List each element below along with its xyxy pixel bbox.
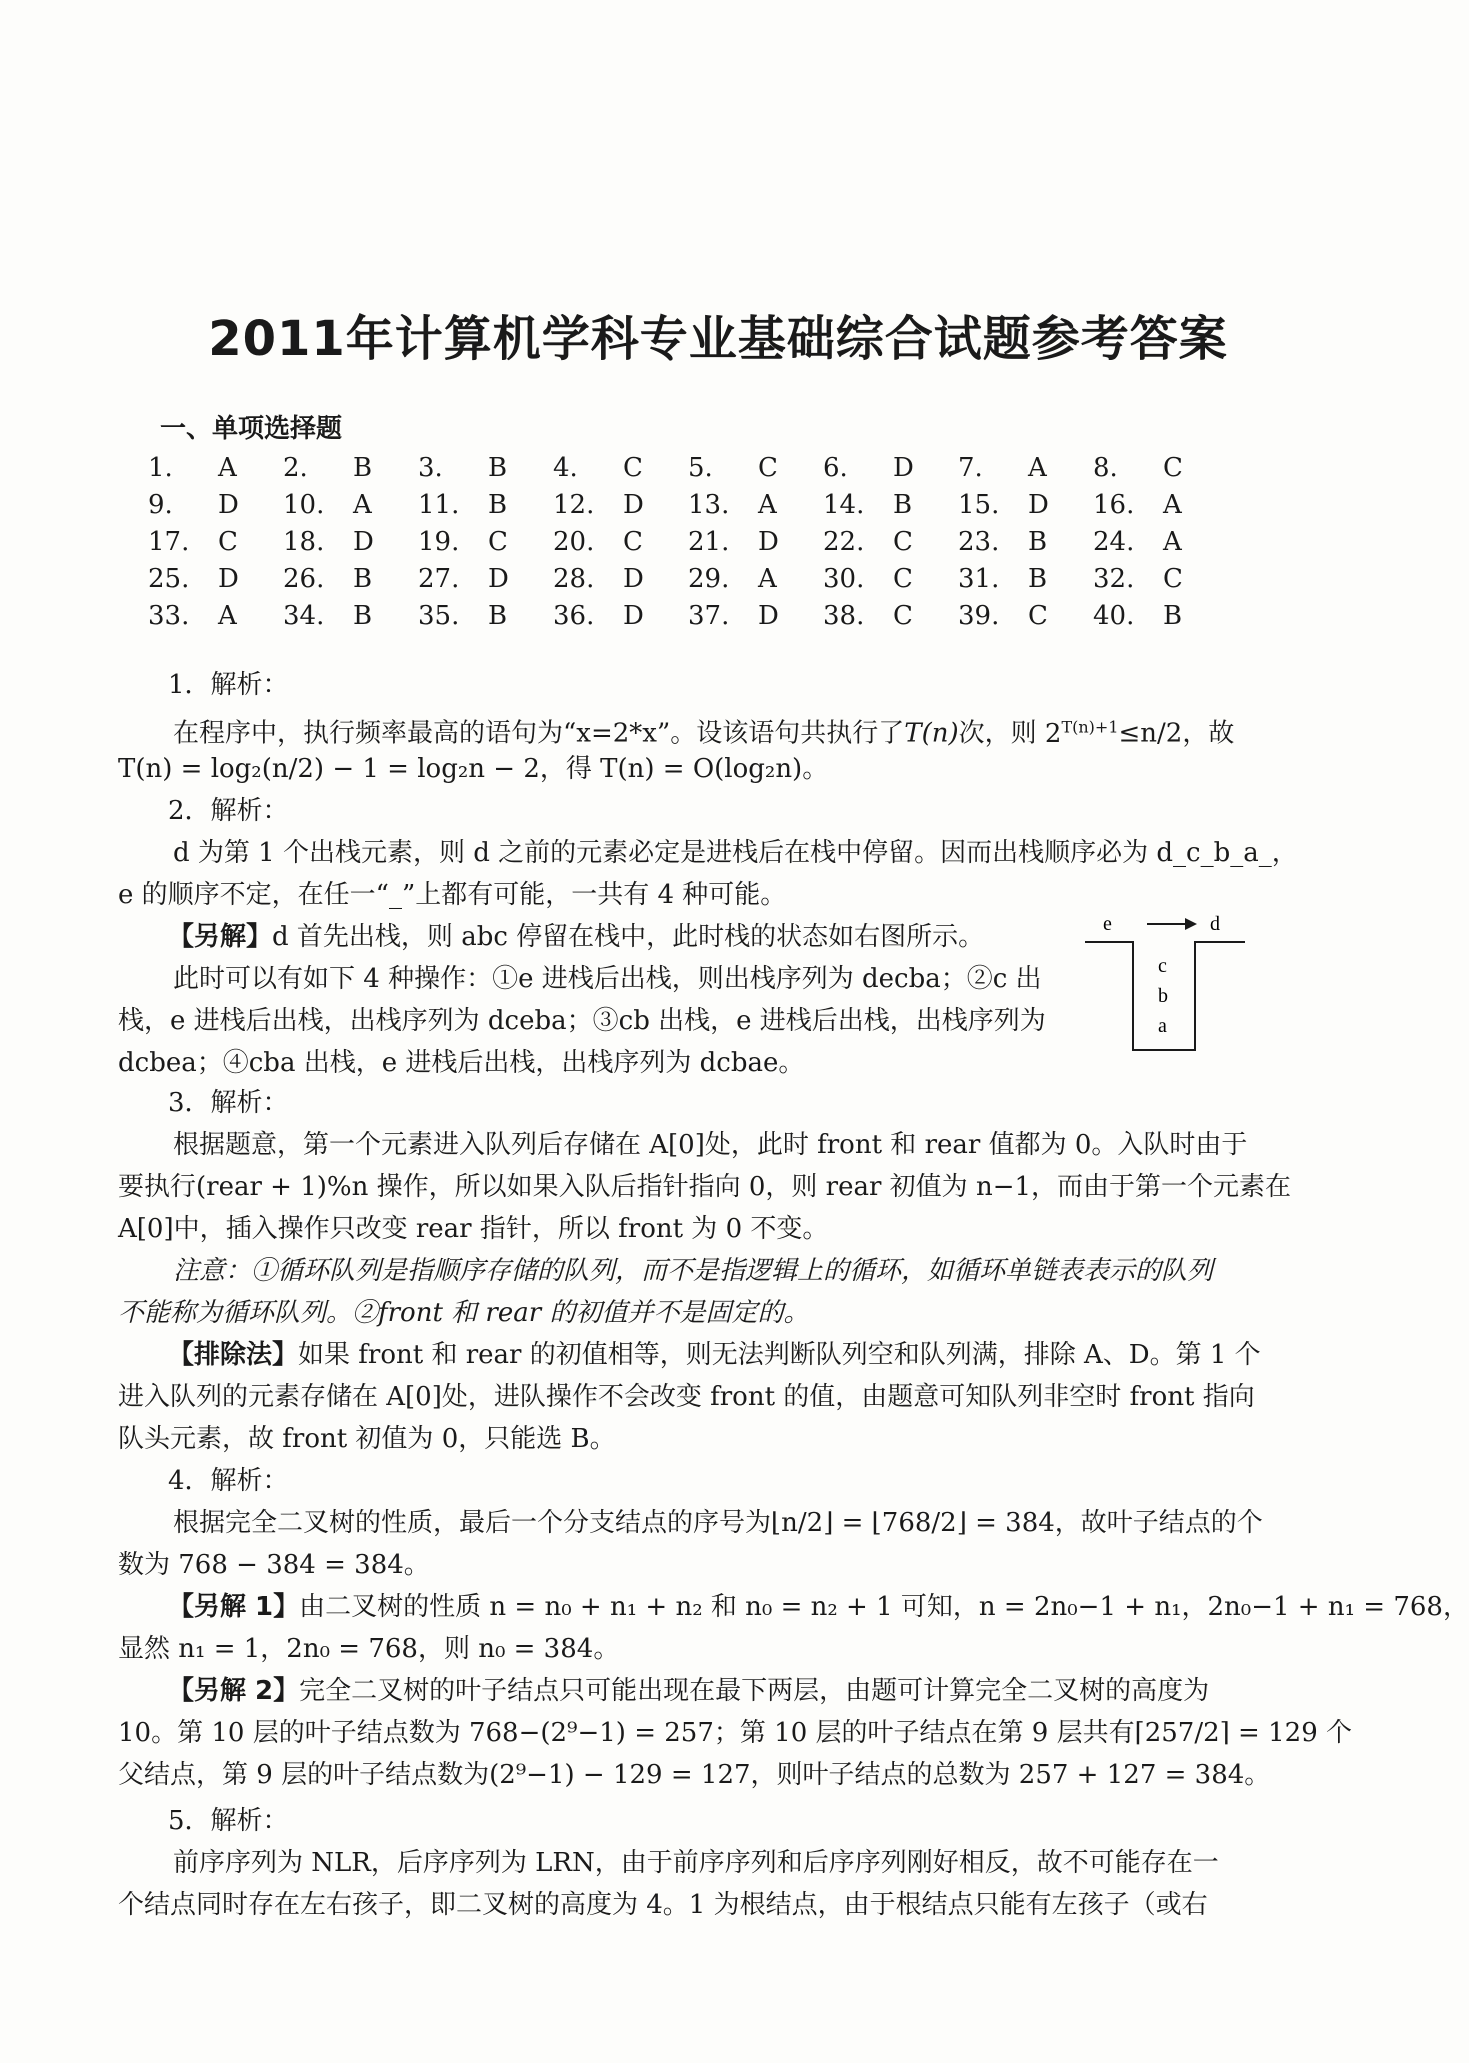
answer-letter: D xyxy=(758,600,779,631)
answer-item xyxy=(553,563,688,594)
q3-line-7: 进入队列的元素存储在 A[0]处，进队操作不会改变 front 的值，由题意可知队列非空时 front 指向 xyxy=(118,1382,1255,1412)
answer-item xyxy=(823,526,958,557)
answer-number: 17. xyxy=(148,526,190,557)
answer-letter: A xyxy=(1163,526,1182,557)
answer-number: 20. xyxy=(553,526,595,557)
q3-note-2: 不能称为循环队列。②front 和 rear 的初值并不是固定的。 xyxy=(118,1298,810,1328)
answer-number: 39. xyxy=(958,600,1000,631)
q1-power xyxy=(1045,719,1119,749)
answer-item xyxy=(283,526,418,557)
answer-letter: C xyxy=(623,526,643,557)
answer-letter: D xyxy=(623,600,644,631)
answer-item xyxy=(148,563,283,594)
answer-number: 33. xyxy=(148,600,190,631)
answer-item xyxy=(823,563,958,594)
answer-item xyxy=(553,452,688,483)
answer-grid xyxy=(148,452,1228,631)
answer-number: 8. xyxy=(1093,452,1118,483)
answer-letter: C xyxy=(623,452,643,483)
answer-letter: D xyxy=(893,452,914,483)
answer-letter: D xyxy=(218,563,239,594)
answer-item xyxy=(553,600,688,631)
answer-letter: C xyxy=(893,526,913,557)
answer-item xyxy=(823,452,958,483)
answer-item xyxy=(958,489,1093,520)
q5-heading: 5．解析： xyxy=(168,1806,289,1836)
q1-heading: 1．解析： xyxy=(168,670,289,700)
answer-number: 23. xyxy=(958,526,1000,557)
answer-letter: C xyxy=(893,600,913,631)
answer-item xyxy=(553,489,688,520)
answer-number: 40. xyxy=(1093,600,1135,631)
answer-letter: A xyxy=(758,563,777,594)
answer-letter: B xyxy=(488,600,508,631)
q4-alt1-text: 由二叉树的性质 n = n₀ + n₁ + n₂ 和 n₀ = n₂ + 1 可知，n = 2n₀−1 + n₁，2n₀−1 + n₁ = 768， xyxy=(299,1592,1469,1622)
q1-power-base: 2 xyxy=(1044,718,1062,749)
answer-item xyxy=(283,489,418,520)
q2-alt-text: d 首先出栈，则 abc 停留在栈中，此时栈的状态如右图所示。 xyxy=(272,922,985,952)
answer-number: 34. xyxy=(283,600,325,631)
q4-alt1-label: 【另解 1】 xyxy=(168,1592,300,1622)
q1-text-c: ≤n/2，故 xyxy=(1118,718,1235,749)
answer-number: 14. xyxy=(823,489,865,520)
q5-explanation xyxy=(118,1800,1298,1926)
q3-heading: 3．解析： xyxy=(168,1088,289,1118)
answer-letter: B xyxy=(1028,526,1048,557)
answer-item xyxy=(418,489,553,520)
answer-number: 30. xyxy=(823,563,865,594)
answer-item xyxy=(688,489,823,520)
answer-item xyxy=(688,563,823,594)
q2-heading: 2．解析： xyxy=(168,796,289,826)
q1-text-a: 在程序中，执行频率最高的语句为“x=2*x”。设该语句共执行了 xyxy=(173,718,905,749)
answer-number: 28. xyxy=(553,563,595,594)
answer-letter: A xyxy=(218,600,237,631)
answer-number: 5. xyxy=(688,452,713,483)
stack-item-a: a xyxy=(1158,1015,1167,1037)
answer-item xyxy=(958,563,1093,594)
stack-item-c: c xyxy=(1158,955,1167,977)
q3-explanation xyxy=(118,1082,1298,1460)
answer-item xyxy=(418,452,553,483)
q3-line-8: 队头元素，故 front 初值为 0，只能选 B。 xyxy=(118,1424,616,1454)
q1-text-b: 次，则 xyxy=(958,718,1037,749)
answer-item xyxy=(823,600,958,631)
q4-line-7: 父结点，第 9 层的叶子结点数为(2⁹−1) − 129 = 127，则叶子结点的总数为 257 + 127 = 384。 xyxy=(118,1760,1271,1790)
answer-number: 27. xyxy=(418,563,460,594)
stack-diagram xyxy=(1085,912,1285,1062)
answer-item xyxy=(148,526,283,557)
answer-item xyxy=(553,526,688,557)
answer-item xyxy=(958,526,1093,557)
answer-number: 15. xyxy=(958,489,1000,520)
answer-letter: C xyxy=(758,452,778,483)
q2-line-1: d 为第 1 个出栈元素，则 d 之前的元素必定是进栈后在栈中停留。因而出栈顺序必为 d_c_b_a_， xyxy=(173,838,1298,868)
q4-line-1: 根据完全二叉树的性质，最后一个分支结点的序号为⌊n/2⌋ = ⌊768/2⌋ = 384，故叶子结点的个 xyxy=(173,1508,1263,1538)
answer-number: 22. xyxy=(823,526,865,557)
answer-letter: A xyxy=(1163,489,1182,520)
answer-number: 11. xyxy=(418,489,460,520)
q3-line-3: A[0]中，插入操作只改变 rear 指针，所以 front 为 0 不变。 xyxy=(118,1214,829,1244)
answer-number: 18. xyxy=(283,526,325,557)
answer-letter: C xyxy=(893,563,913,594)
answer-number: 7. xyxy=(958,452,983,483)
q4-line-4: 显然 n₁ = 1，2n₀ = 768，则 n₀ = 384。 xyxy=(118,1634,620,1664)
answer-letter: A xyxy=(353,489,372,520)
answer-number: 37. xyxy=(688,600,730,631)
answer-letter: B xyxy=(893,489,913,520)
answer-letter: B xyxy=(353,600,373,631)
answer-letter: A xyxy=(1028,452,1047,483)
answer-number: 6. xyxy=(823,452,848,483)
q2-alt-label: 【另解】 xyxy=(168,922,273,952)
answer-number: 16. xyxy=(1093,489,1135,520)
answer-number: 25. xyxy=(148,563,190,594)
answer-letter: D xyxy=(758,526,779,557)
answer-item xyxy=(688,452,823,483)
q1-line-2: T(n) = log₂(n/2) − 1 = log₂n − 2，得 T(n) = O(log₂n)。 xyxy=(118,754,829,784)
answer-item xyxy=(148,452,283,483)
answer-letter: C xyxy=(488,526,508,557)
answer-number: 10. xyxy=(283,489,325,520)
answer-letter: A xyxy=(758,489,777,520)
q2-line-5: 栈，e 进栈后出栈，出栈序列为 dceba；③cb 出栈，e 进栈后出栈，出栈序列为 xyxy=(118,1006,1046,1036)
stack-arrow-head xyxy=(1185,918,1197,930)
answer-item xyxy=(418,600,553,631)
answer-number: 24. xyxy=(1093,526,1135,557)
q3-line-2: 要执行(rear + 1)%n 操作，所以如果入队后指针指向 0，则 rear 初值为 n−1，而由于第一个元素在 xyxy=(118,1172,1292,1202)
answer-letter: B xyxy=(353,563,373,594)
answer-number: 32. xyxy=(1093,563,1135,594)
q2-line-4: 此时可以有如下 4 种操作：①e 进栈后出栈，则出栈序列为 decba；②c 出 xyxy=(173,964,1042,994)
stack-label-d: d xyxy=(1210,913,1220,935)
answer-number: 2. xyxy=(283,452,308,483)
q4-alt2-text: 完全二叉树的叶子结点只可能出现在最下两层，由题可计算完全二叉树的高度为 xyxy=(299,1676,1210,1706)
section-heading-single-choice: 一、单项选择题 xyxy=(160,414,343,444)
answer-letter: B xyxy=(353,452,373,483)
answer-item xyxy=(1093,600,1228,631)
answer-letter: C xyxy=(218,526,238,557)
answer-number: 21. xyxy=(688,526,730,557)
answer-letter: B xyxy=(1028,563,1048,594)
answer-item xyxy=(1093,563,1228,594)
q3-excl-label: 【排除法】 xyxy=(168,1340,299,1370)
answer-letter: D xyxy=(488,563,509,594)
answer-item xyxy=(1093,489,1228,520)
q2-line-2: e 的顺序不定，在任一“_”上都有可能，一共有 4 种可能。 xyxy=(118,880,787,910)
answer-item xyxy=(148,600,283,631)
q1-power-exp: T(n)+1 xyxy=(1061,717,1119,736)
answer-item xyxy=(418,526,553,557)
answer-number: 19. xyxy=(418,526,460,557)
answer-number: 4. xyxy=(553,452,578,483)
q4-line-6: 10。第 10 层的叶子结点数为 768−(2⁹−1) = 257；第 10 层的叶子结点在第 9 层共有⌈257/2⌉ = 129 个 xyxy=(118,1718,1352,1748)
answer-number: 13. xyxy=(688,489,730,520)
q2-line-6: dcbea；④cba 出栈，e 进栈后出栈，出栈序列为 dcbae。 xyxy=(118,1048,805,1078)
q3-excl-text: 如果 front 和 rear 的初值相等，则无法判断队列空和队列满，排除 A、D。第 1 个 xyxy=(298,1340,1261,1370)
answer-number: 36. xyxy=(553,600,595,631)
answer-item xyxy=(418,563,553,594)
answer-item xyxy=(688,600,823,631)
answer-letter: D xyxy=(623,563,644,594)
answer-letter: D xyxy=(1028,489,1049,520)
q3-line-1: 根据题意，第一个元素进入队列后存储在 A[0]处，此时 front 和 rear 值都为 0。入队时由于 xyxy=(173,1130,1248,1160)
answer-letter: B xyxy=(488,489,508,520)
answer-item xyxy=(283,563,418,594)
q1-tn: T(n) xyxy=(904,718,959,749)
answer-item xyxy=(958,452,1093,483)
q1-explanation xyxy=(118,664,1298,790)
answer-item xyxy=(823,489,958,520)
answer-letter: D xyxy=(353,526,374,557)
answer-item xyxy=(148,489,283,520)
q4-heading: 4．解析： xyxy=(168,1466,289,1496)
answer-letter: C xyxy=(1163,563,1183,594)
q4-line-3 xyxy=(118,1586,1469,1628)
answer-number: 38. xyxy=(823,600,865,631)
answer-item xyxy=(1093,452,1228,483)
q5-line-1: 前序序列为 NLR，后序序列为 LRN，由于前序序列和后序序列刚好相反，故不可能存在一 xyxy=(173,1848,1219,1878)
q4-explanation xyxy=(118,1460,1469,1796)
answer-letter: D xyxy=(218,489,239,520)
answer-letter: C xyxy=(1163,452,1183,483)
answer-item xyxy=(283,452,418,483)
answer-number: 9. xyxy=(148,489,173,520)
q4-line-2: 数为 768 − 384 = 384。 xyxy=(118,1550,430,1580)
answer-item xyxy=(283,600,418,631)
q3-line-6 xyxy=(118,1334,1298,1376)
answer-number: 35. xyxy=(418,600,460,631)
answer-letter: B xyxy=(1163,600,1183,631)
page-title: 2011年计算机学科专业基础综合试题参考答案 xyxy=(208,311,1228,367)
q5-line-2: 个结点同时存在左右孩子，即二叉树的高度为 4。1 为根结点，由于根结点只能有左孩子（或右 xyxy=(118,1890,1208,1920)
q1-line-1 xyxy=(118,706,1298,748)
answer-letter: B xyxy=(488,452,508,483)
answer-letter: C xyxy=(1028,600,1048,631)
answer-number: 12. xyxy=(553,489,595,520)
answer-number: 3. xyxy=(418,452,443,483)
q4-alt2-label: 【另解 2】 xyxy=(168,1676,300,1706)
answer-letter: A xyxy=(218,452,237,483)
answer-number: 29. xyxy=(688,563,730,594)
answer-item xyxy=(958,600,1093,631)
stack-item-b: b xyxy=(1158,985,1168,1007)
answer-letter: D xyxy=(623,489,644,520)
q3-note-1: 注意：①循环队列是指顺序存储的队列，而不是指逻辑上的循环，如循环单链表表示的队列 xyxy=(173,1256,1214,1286)
answer-item xyxy=(688,526,823,557)
stack-label-e: e xyxy=(1103,913,1112,935)
answer-number: 1. xyxy=(148,452,173,483)
q4-line-5 xyxy=(118,1670,1298,1712)
answer-number: 26. xyxy=(283,563,325,594)
answer-item xyxy=(1093,526,1228,557)
answer-number: 31. xyxy=(958,563,1000,594)
